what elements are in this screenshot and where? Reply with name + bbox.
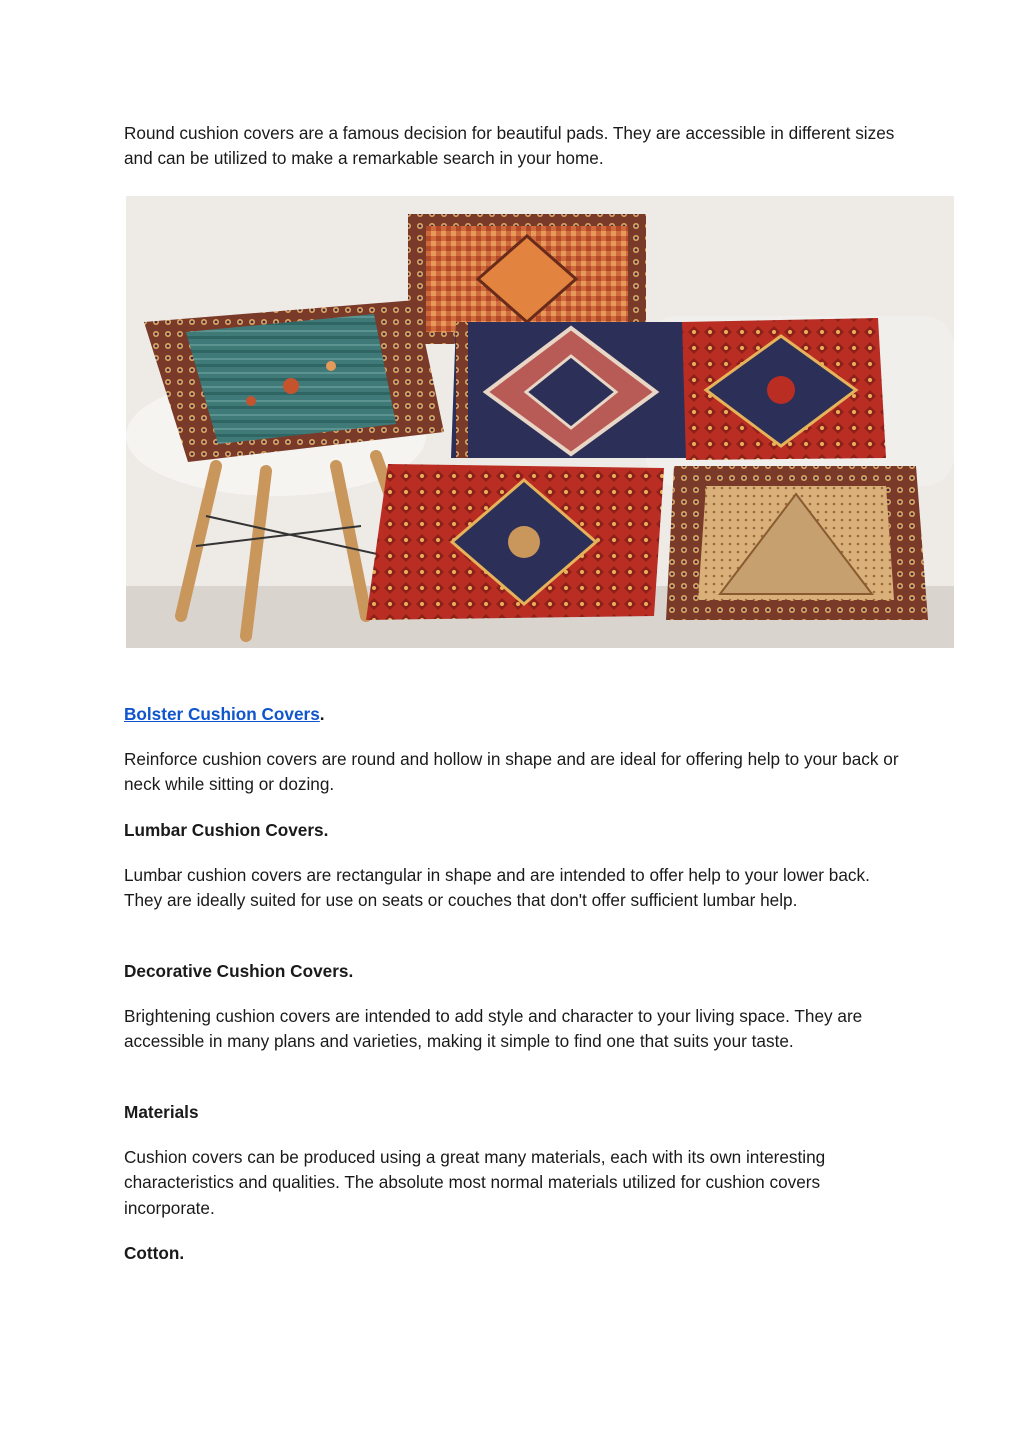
decorative-paragraph: Brightening cushion covers are intended to add style and character to your living space. They are accessible in many plans and varieties, making it simple to find one that suits your taste. bbox=[124, 1006, 863, 1052]
bolster-paragraph: Reinforce cushion covers are round and hollow in shape and are ideal for offering help to your back or neck while sitting or dozing. bbox=[124, 749, 899, 795]
materials-heading: Materials bbox=[124, 1102, 199, 1122]
bolster-heading: Bolster Cushion Covers. bbox=[124, 704, 325, 724]
cushion-red-right bbox=[682, 318, 886, 460]
cushion-bottom-sand bbox=[666, 466, 928, 620]
intro-paragraph: Round cushion covers are a famous decision for beautiful pads. They are accessible in different sizes and can be utilized to make a remarkable search in your home. bbox=[124, 123, 895, 169]
cushion-bottom-red bbox=[366, 464, 664, 620]
bolster-cushion-covers-link[interactable]: Bolster Cushion Covers bbox=[124, 704, 320, 724]
cushion-covers-photo bbox=[126, 196, 954, 648]
cotton-heading: Cotton. bbox=[124, 1243, 185, 1263]
decorative-heading: Decorative Cushion Covers. bbox=[124, 961, 354, 981]
lumbar-heading: Lumbar Cushion Covers. bbox=[124, 820, 329, 840]
lumbar-paragraph: Lumbar cushion covers are rectangular in shape and are intended to offer help to your lower back. They are ideally suited for use on seats or couches that don't offer sufficient lumbar help. bbox=[124, 865, 870, 911]
materials-paragraph: Cushion covers can be produced using a great many materials, each with its own interesting characteristics and qualities. The absolute most normal materials utilized for cushion covers incorporate. bbox=[124, 1147, 826, 1218]
cushion-navy bbox=[451, 322, 691, 458]
